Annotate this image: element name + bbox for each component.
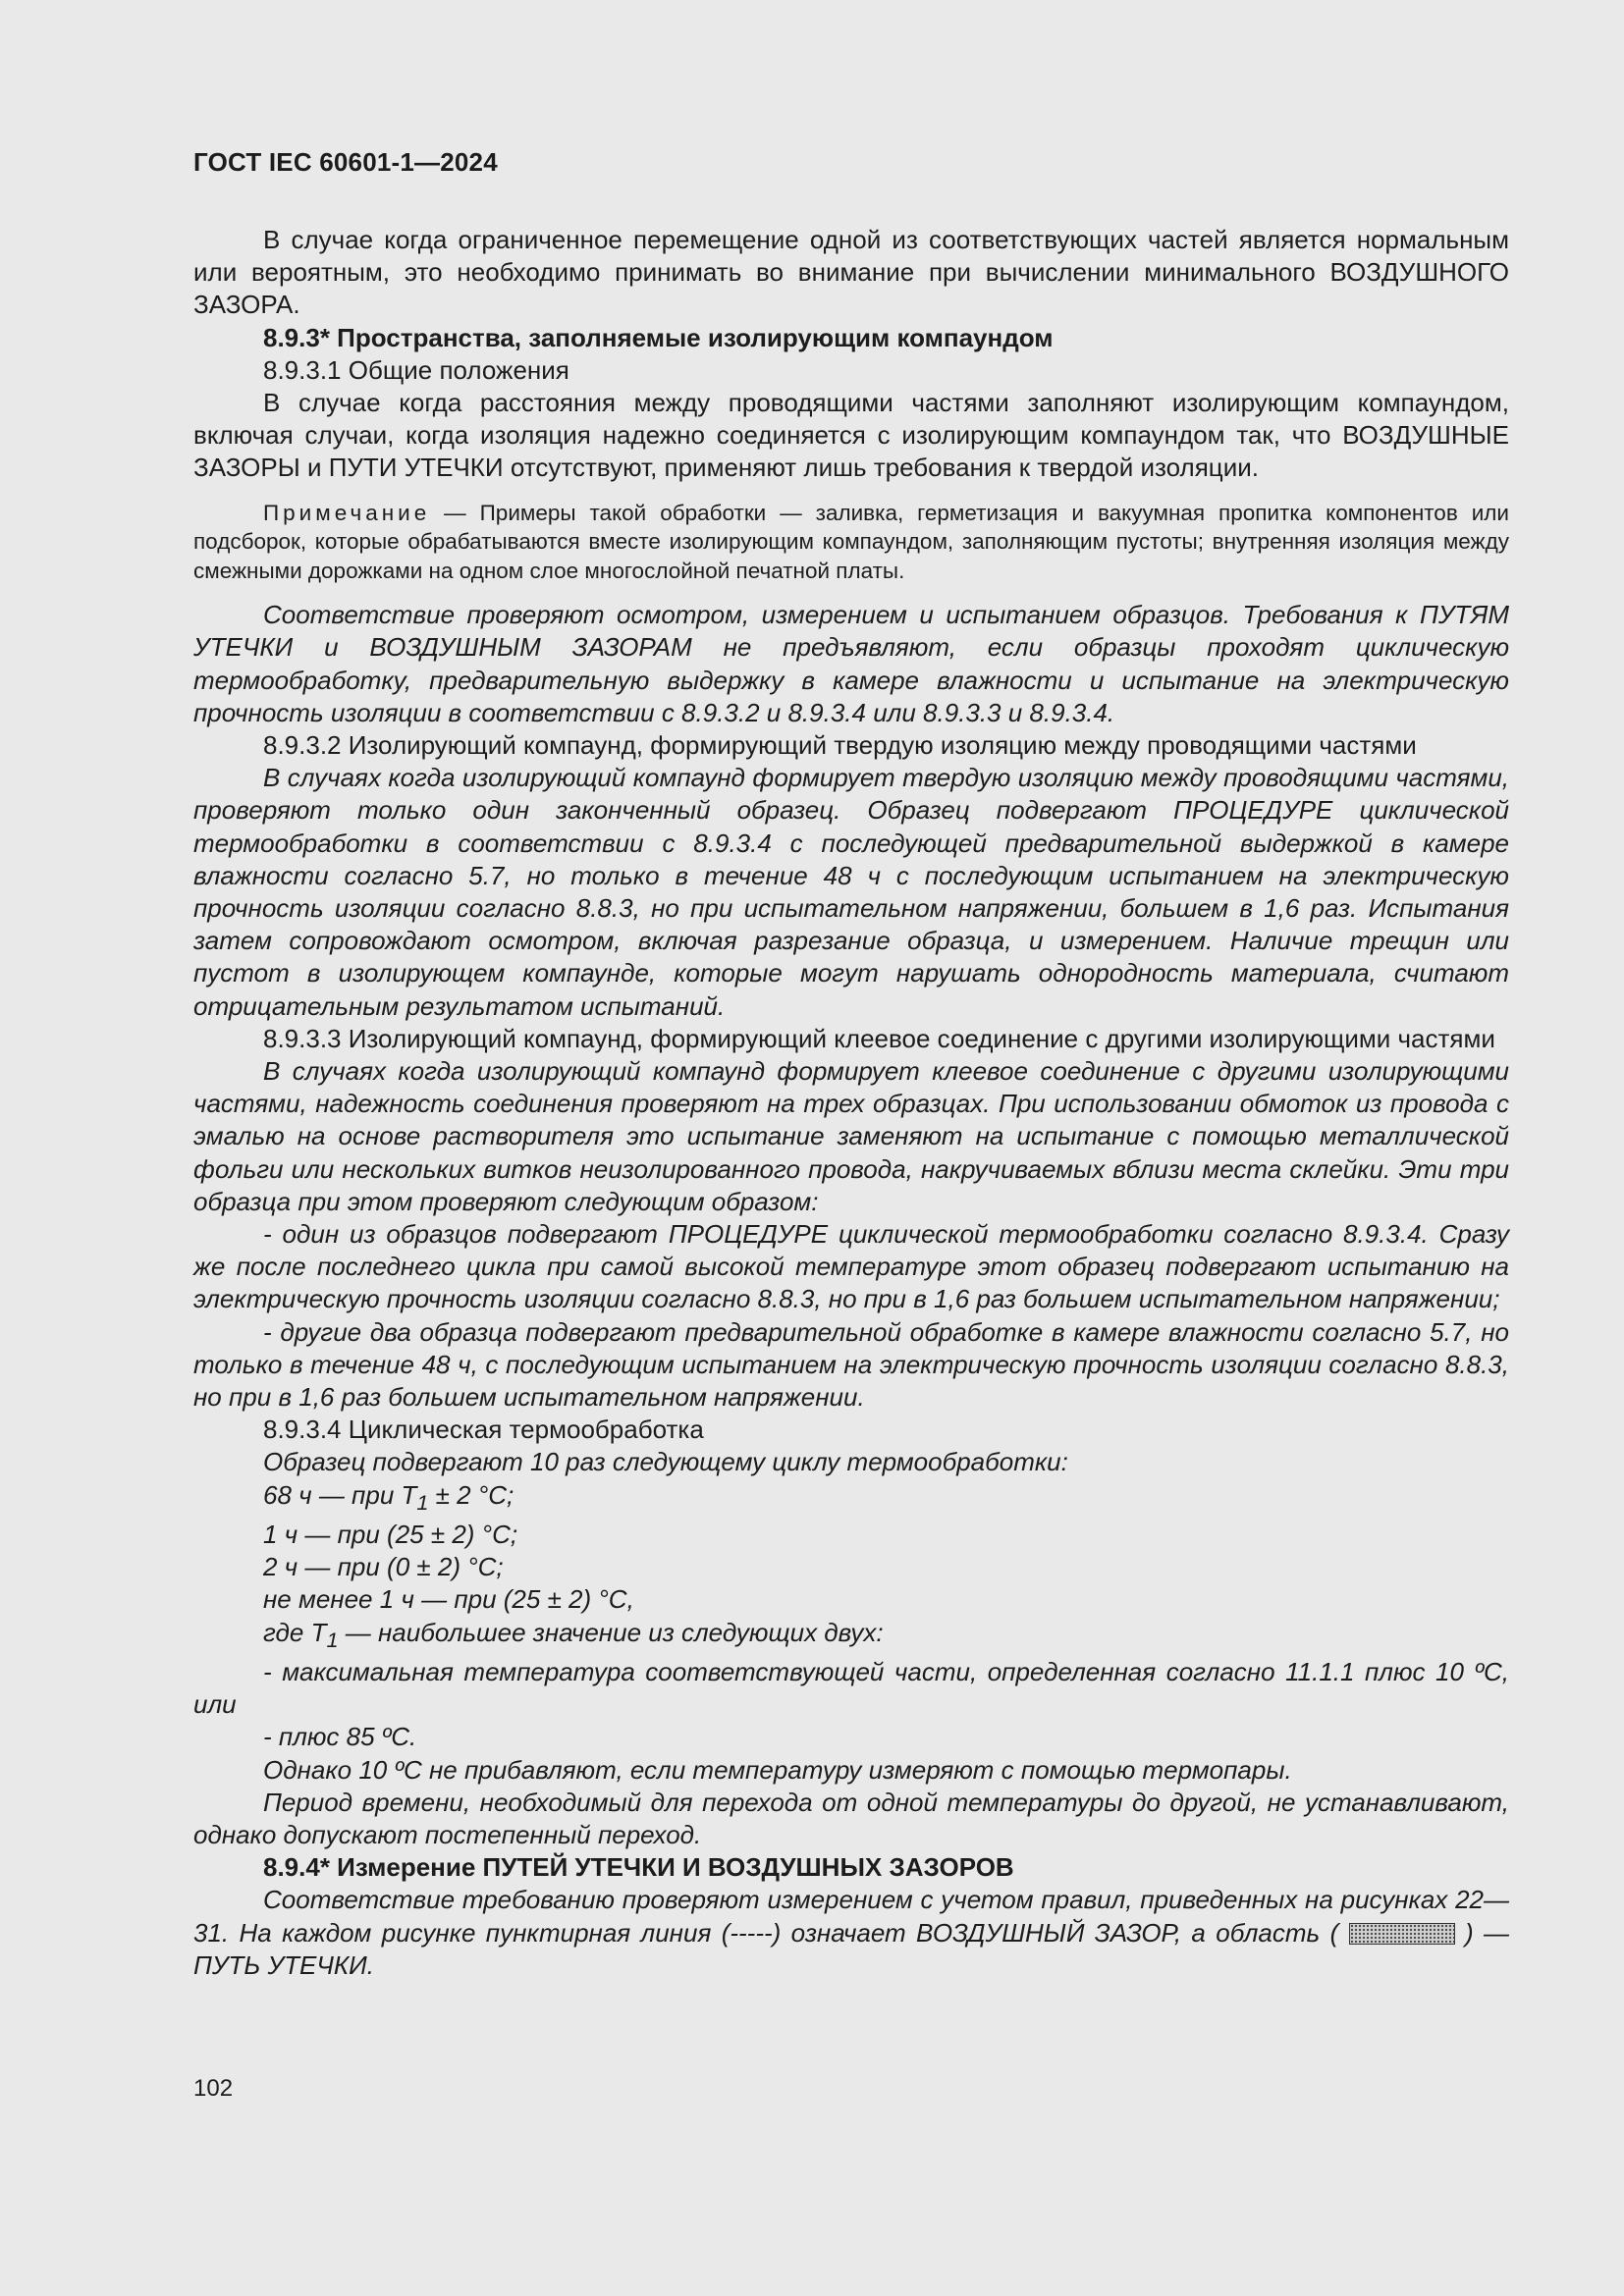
section-8-9-4-text-a: Соответствие требованию проверяют измерением с учетом правил, приведенных на рисунках 22—31. На каждом рисунке пунктирная линия (-----) означает ВОЗДУШНЫЙ ЗАЗОР, а область ( — [193, 1885, 1509, 1948]
cycle-step-2: 1 ч — при (25 ± 2) °C; — [263, 1520, 518, 1549]
period-paragraph: Период времени, необходимый для перехода от одной температуры до другой, не устанавливают, однако допускают постепенный переход. — [193, 1787, 1509, 1850]
section-8-9-3-2-title: 8.9.3.2 Изолирующий компаунд, формирующий твердую изоляцию между проводящими частями — [263, 729, 1417, 760]
note-text: — Примеры такой обработки — заливка, герметизация и вакуумная пропитка компонентов или подсборок, которые обрабатываются вместе изолирующим компаундом, заполняющим пустоты; внутренняя изоляция между смежными дорожками на одном слое многослойной печатной платы. — [193, 500, 1509, 583]
where-b: — наибольшее значение из следующих двух: — [338, 1617, 884, 1647]
section-8-9-3-1-title: 8.9.3.1 Общие положения — [263, 354, 569, 385]
where-line — [193, 1617, 1509, 1656]
cycle-step-1 — [193, 1479, 1509, 1519]
section-8-9-3-3-item-1: - один из образцов подвергают ПРОЦЕДУРЕ циклической термообработки согласно 8.9.3.4. Сразу же после последнего цикла при самой высокой температуре этот образец подвергают испытанию на электрическую прочность изоляции согласно 8.8.3, но при в 1,6 раз большем испытательном напряжении; — [193, 1218, 1509, 1314]
cycle-step-4: не менее 1 ч — при (25 ± 2) °C, — [263, 1584, 634, 1615]
cycle-step-1-a: 68 ч — при T — [263, 1479, 417, 1510]
section-8-9-3-title: 8.9.3* Пространства, заполняемые изолирующим компаундом — [263, 322, 1054, 352]
where-item-1: - максимальная температура соответствующей части, определенная согласно 11.1.1 плюс 10 ºС, или — [193, 1657, 1509, 1720]
section-8-9-3-3-item-2: - другие два образца подвергают предварительной обработке в камере влажности согласно 5.7, но только в течение 48 ч, с последующим испытанием на электрическую прочность изоляции согласно 8.8.3, но при в 1,6 раз большем испытательном напряжении. — [193, 1316, 1509, 1412]
document-header: ГОСТ IEC 60601-1—2024 — [193, 147, 498, 177]
cycle-step-3: 2 ч — при (0 ± 2) °C; — [263, 1552, 504, 1582]
section-8-9-3-4-title: 8.9.3.4 Циклическая термообработка — [263, 1415, 704, 1445]
section-8-9-3-2-text: В случаях когда изолирующий компаунд формирует твердую изоляцию между проводящими частями, проверяют только один законченный образец. Образец подвергают ПРОЦЕДУРЕ циклической термообработки в соответствии с 8.9.3.4 с последующей предварительной выдержкой в камере влажности согласно 5.7, но только в течение 48 ч с последующим испытанием на электрическую прочность изоляции согласно 8.8.3, но при испытательном напряжении, большем в 1,6 раз. Испытания затем сопровождают осмотром, включая разрезание образца, и измерением. Наличие трещин или пустот в изолирующем компаунде, которые могут нарушать однородность материала, считают отрицательным результатом испытаний. — [193, 763, 1509, 1021]
note — [193, 499, 1509, 586]
section-8-9-4-text-b: ) — ПУТЬ УТЕЧКИ. — [193, 1917, 1509, 1980]
creepage-hatch-sample — [1349, 1923, 1455, 1945]
intro-paragraph: В случае когда ограниченное перемещение одной из соответствующих частей является нормальным или вероятным, это необходимо принимать во внимание при вычислении минимального ВОЗДУШНОГО ЗАЗОРА. — [193, 225, 1509, 320]
cycle-intro: Образец подвергают 10 раз следующему циклу термообработки: — [263, 1447, 1068, 1477]
section-8-9-4-title: 8.9.4* Измерение ПУТЕЙ УТЕЧКИ И ВОЗДУШНЫХ ЗАЗОРОВ — [263, 1852, 1014, 1883]
cycle-step-1-sub: 1 — [416, 1489, 429, 1515]
compliance-paragraph: Соответствие проверяют осмотром, измерением и испытанием образцов. Требования к ПУТЯМ УТЕЧКИ и ВОЗДУШНЫМ ЗАЗОРАМ не предъявляют, если образцы проходят циклическую термообработку, предварительную выдержку в камере влажности и испытание на электрическую прочность изоляции в соответствии с 8.9.3.2 и 8.9.3.4 или 8.9.3.3 и 8.9.3.4. — [193, 600, 1509, 727]
section-8-9-3-3-title: 8.9.3.3 Изолирующий компаунд, формирующий клеевое соединение с другими изолирующими частями — [263, 1023, 1495, 1053]
where-sub: 1 — [326, 1627, 339, 1652]
note-label: Примечание — [263, 500, 431, 525]
however-paragraph: Однако 10 ºС не прибавляют, если температуру измеряют с помощью термопары. — [263, 1754, 1292, 1785]
section-8-9-4-text — [193, 1884, 1509, 1982]
section-8-9-3-1-text: В случае когда расстояния между проводящими частями заполняют изолирующим компаундом, включая случаи, когда изоляция надежно соединяется с изолирующим компаундом так, что ВОЗДУШНЫЕ ЗАЗОРЫ и ПУТИ УТЕЧКИ отсутствуют, применяют лишь требования к твердой изоляции. — [193, 388, 1509, 483]
where-item-2: - плюс 85 ºС. — [263, 1722, 417, 1752]
cycle-step-1-b: ± 2 °C; — [428, 1479, 514, 1510]
page-body — [193, 224, 1509, 1982]
where-a: где T — [263, 1617, 327, 1647]
page-number: 102 — [193, 2075, 234, 2102]
section-8-9-3-3-text: В случаях когда изолирующий компаунд формирует клеевое соединение с другими изолирующими частями, надежность соединения проверяют на трех образцах. При использовании обмоток из провода с эмалью на основе растворителя это испытание заменяют на испытание с помощью металлической фольги или нескольких витков неизолированного провода, накручиваемых вблизи места склейки. Эти три образца при этом проверяют следующим образом: — [193, 1055, 1509, 1216]
